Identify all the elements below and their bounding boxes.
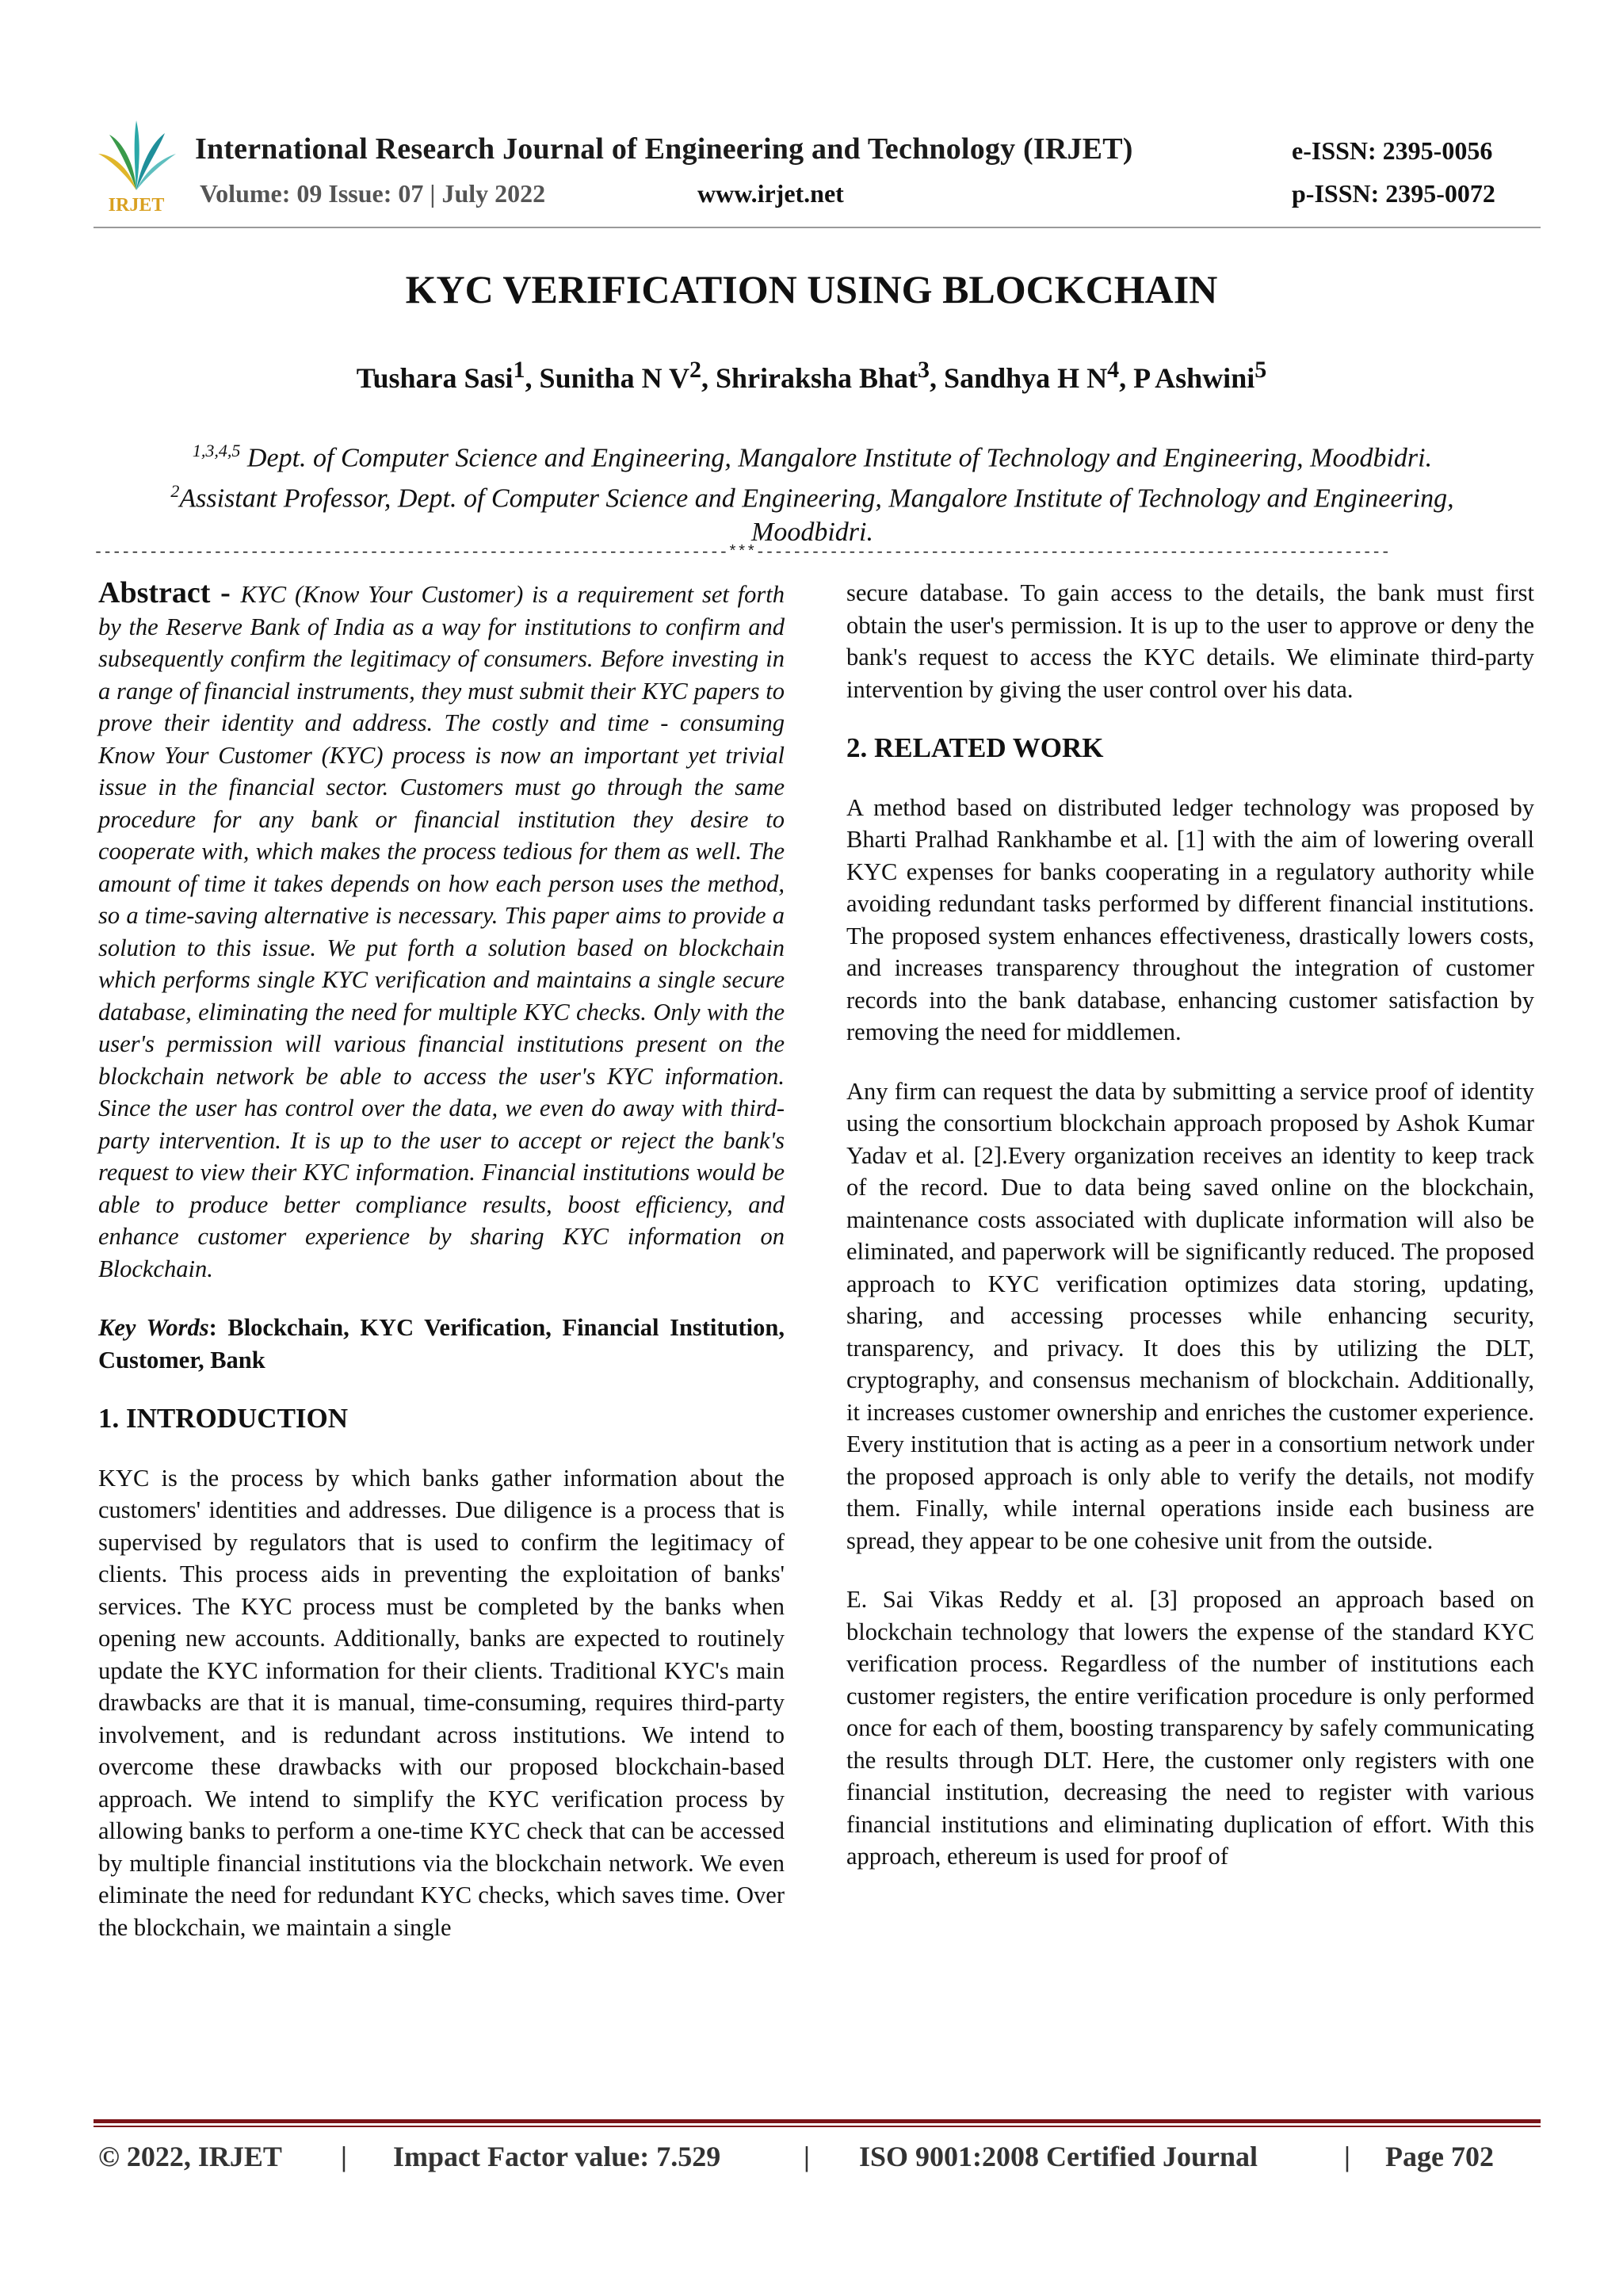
logo-text: IRJET — [108, 195, 165, 214]
footer-rule — [94, 2119, 1541, 2123]
pissn: p-ISSN: 2395-0072 — [1292, 179, 1495, 208]
intro-continuation: secure database. To gain access to the details, the bank must first obtain the user's permission. It is up to the user to approve or deny the bank's request to access the KYC details. We eliminate third-party intervention by giving the user control over his data. — [846, 579, 1534, 703]
footer-impact-factor: Impact Factor value: 7.529 — [393, 2141, 721, 2172]
related-paragraph-2: Any firm can request the data by submitting a service proof of identity using the consortium blockchain approach proposed by Ashok Kumar Yadav et al. [2].Every organization receives an identity to keep track of the record. Due to data being saved online on the blockchain, maintenance costs associated with duplicate information will also be eliminated, and paperwork will be significantly reduced. The proposed approach to KYC verification optimizes data storing, updating, sharing, and accessing processes while enhancing security, transparency, and privacy. It does this by utilizing the DLT, cryptography, and consensus mechanism of blockchain. Additionally, it increases customer ownership and enriches the customer experience. Every institution that is acting as a peer in a consortium network under the proposed approach is only able to verify the details, not modify them. Finally, while internal operations inside each business are spread, they appear to be one cohesive unit from the outside. — [846, 1077, 1534, 1554]
paper-title: KYC VERIFICATION USING BLOCKCHAIN — [405, 267, 1218, 311]
author-sup: 1 — [513, 357, 525, 383]
keywords-text: : Blockchain, KYC Verification, Financial Institution, Customer, Bank — [98, 1314, 785, 1373]
left-column — [98, 577, 785, 1970]
related-work-heading: 2. RELATED WORK — [846, 732, 1104, 763]
affiliation-sup: 2 — [170, 481, 180, 502]
footer-separator: | — [1344, 2141, 1350, 2172]
intro-paragraph: KYC is the process by which banks gather information about the customers' identities and addresses. Due diligence is a process that is supervised by regulators that is used to confirm the legitimacy of clients. This process aids in preventing the exploitation of banks' services. The KYC process must be completed by the banks when opening new accounts. Additionally, banks are expected to routinely update the KYC information for their clients. Traditional KYC's main drawbacks are that it is manual, time-consuming, requires third-party involvement, and is redundant across institutions. We intend to overcome these drawbacks with our proposed blockchain-based approach. We intend to simplify the KYC verification process by allowing banks to perform a one-time KYC check that can be accessed by multiple financial institutions via the blockchain network. We even eliminate the need for redundant KYC checks, which saves time. Over the blockchain, we maintain a single — [98, 1464, 785, 1941]
right-column — [846, 577, 1534, 1900]
author-sup: 5 — [1254, 357, 1267, 383]
header-divider — [94, 227, 1541, 228]
footer-iso: ISO 9001:2008 Certified Journal — [859, 2141, 1258, 2172]
affiliations — [111, 434, 1514, 549]
page-footer — [94, 2140, 1541, 2179]
author-name: Tushara Sasi — [356, 362, 514, 394]
affiliation-sup: 1,3,4,5 — [192, 441, 241, 460]
eissn: e-ISSN: 2395-0056 — [1292, 136, 1493, 165]
footer-copyright: © 2022, IRJET — [98, 2141, 282, 2172]
journal-website-link[interactable]: www.irjet.net — [697, 179, 844, 208]
affiliation-2: Assistant Professor, Dept. of Computer Science and Engineering, Mangalore Institute of Technology and Engineering, Moodbidri. — [179, 483, 1454, 547]
abstract-label: Abstract - — [98, 576, 241, 609]
footer-rule-thin — [94, 2126, 1541, 2127]
journal-logo — [94, 117, 179, 214]
abstract — [98, 577, 785, 1285]
related-paragraph-1: A method based on distributed ledger technology was proposed by Bharti Pralhad Rankhambe et al. [1] with the aim of lowering overall KYC expenses for banks cooperating in a regulatory authority while avoiding redundant tasks performed by different financial institutions. The proposed system enhances effectiveness, drastically lowers costs, and increases transparency throughout the integration of customer records into the bank database, enhancing customer satisfaction by removing the need for middlemen. — [846, 793, 1534, 1045]
footer-separator: | — [341, 2141, 347, 2172]
volume-issue: Volume: 09 Issue: 07 | July 2022 — [200, 179, 546, 208]
footer-page-number: Page 702 — [1385, 2141, 1494, 2172]
journal-title: International Research Journal of Engineering and Technology (IRJET) — [195, 132, 1133, 166]
keywords-label: Key Words — [98, 1314, 209, 1341]
author-sup: 4 — [1107, 357, 1120, 383]
author-sup: 3 — [918, 357, 930, 383]
footer-separator: | — [804, 2141, 810, 2172]
author-name: Sandhya H N — [944, 362, 1108, 394]
author-list: Tushara Sasi$^1$, Sunitha N $V^2$, Shriraksha Bhat$^3$, Sandhya H $N^4$, P Ashwini$^5$ — [356, 357, 1267, 394]
related-paragraph-3: E. Sai Vikas Reddy et al. [3] proposed an approach based on blockchain technology that lowers the expense of the standard KYC verification process. Regardless of the number of institutions each customer registers, the entire verification procedure is only performed once for each of them, boosting transparency by safely communicating the results through DLT. Here, the customer only registers with one financial institution, decreasing the need to register with various financial institutions and eliminating duplication of effort. With this approach, ethereum is used for proof of — [846, 1586, 1534, 1870]
affiliation-1: Dept. of Computer Science and Engineering, Mangalore Institute of Technology and Engineering, Moodbidri. — [240, 443, 1433, 473]
author-name: Shriraksha Bhat — [715, 362, 918, 394]
leaf-logo-icon — [94, 117, 179, 214]
author-sup: 2 — [689, 357, 701, 383]
intro-heading: 1. INTRODUCTION — [98, 1403, 349, 1434]
author-name: P Ashwini — [1133, 362, 1255, 394]
author-name: Sunitha N V — [539, 362, 689, 394]
section-divider: ---------------------------------------------------------------------***--------------------------------------------------------------------- — [94, 544, 1390, 562]
abstract-text: KYC (Know Your Customer) is a requirement set forth by the Reserve Bank of India as a way for institutions to confirm and subsequently confirm the legitimacy of consumers. Before investing in a range of financial instruments, they must submit their KYC papers to prove their identity and address. The costly and time - consuming Know Your Customer (KYC) process is now an important yet trivial issue in the financial sector. Customers must go through the same procedure for any bank or financial institution they desire to cooperate with, which makes the process tedious for them as well. The amount of time it takes depends on how each person uses the method, so a time-saving alternative is necessary. This paper aims to provide a solution to this issue. We put forth a solution based on blockchain which performs single KYC verification and maintains a single secure database, eliminating the need for multiple KYC checks. Only with the user's permission will various financial institutions present on the blockchain network be able to access the user's KYC information. Since the user has control over the data, we even do away with third-party intervention. It is up to the user to accept or reject the bank's request to view their KYC information. Financial institutions would be able to produce better compliance results, boost efficiency, and enhance customer experience by sharing KYC information on Blockchain. — [98, 581, 785, 1282]
keywords — [98, 1312, 785, 1376]
